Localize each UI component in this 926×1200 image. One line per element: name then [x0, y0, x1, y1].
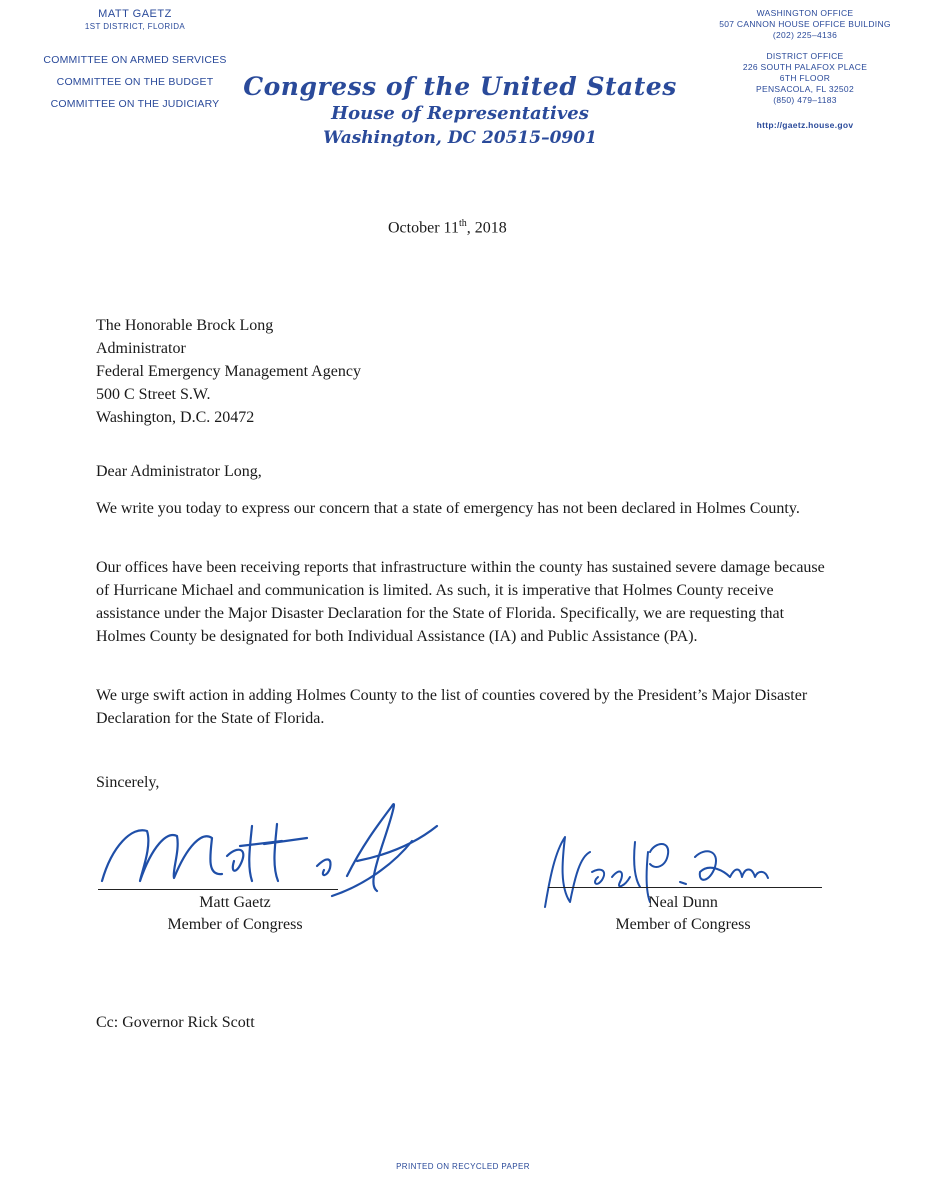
committee-item: COMMITTEE ON THE JUDICIARY: [50, 98, 220, 110]
city-zip: Washington, DC 20515–0901: [323, 128, 597, 148]
member-district: 1ST DISTRICT, FLORIDA: [84, 22, 186, 31]
congress-title: Congress of the United States: [243, 72, 677, 101]
signer-name: Matt Gaetz: [199, 894, 271, 911]
member-name: MATT GAETZ: [98, 8, 172, 20]
footer-recycled: PRINTED ON RECYCLED PAPER: [396, 1162, 530, 1171]
house-title: House of Representatives: [331, 103, 589, 124]
signature-line-gaetz: [98, 889, 338, 890]
committee-item: COMMITTEE ON ARMED SERVICES: [43, 54, 227, 66]
website-link[interactable]: http://gaetz.house.gov: [756, 120, 854, 130]
cc-line: Cc: Governor Rick Scott: [96, 1014, 255, 1031]
district-office-floor: 6TH FLOOR: [779, 73, 831, 83]
signer-name: Neal Dunn: [648, 894, 718, 911]
signer-block-dunn: [588, 892, 778, 936]
body-paragraph: We urge swift action in adding Holmes County to the list of counties covered by the President’s Major Disaster Declaration for the State of Florida.: [96, 687, 808, 727]
signer-title: Member of Congress: [167, 916, 303, 933]
letterhead-left: [20, 8, 250, 115]
signature-line-dunn: [548, 887, 822, 888]
committee-item: COMMITTEE ON THE BUDGET: [56, 76, 214, 88]
district-office-phone: (850) 479–1183: [773, 95, 837, 105]
recipient-address: [96, 314, 361, 429]
district-office-address: 226 SOUTH PALAFOX PLACE: [742, 62, 868, 72]
salutation: Dear Administrator Long,: [96, 463, 262, 480]
washington-office-label: WASHINGTON OFFICE: [756, 8, 854, 18]
district-office-label: DISTRICT OFFICE: [766, 51, 844, 61]
body-paragraph: We write you today to express our concern that a state of emergency has not been declared in Holmes County.: [96, 500, 800, 517]
letter-date: October 11th, 2018: [388, 218, 507, 237]
closing: Sincerely,: [96, 774, 160, 791]
washington-office-address: 507 CANNON HOUSE OFFICE BUILDING: [719, 19, 891, 29]
body-paragraph: Our offices have been receiving reports that infrastructure within the county has sustained severe damage because of Hurricane Michael and communication is limited. As such, it is imperative that Holmes County receive assistance under the Major Disaster Declaration for the State of Florida. Specifically, we are requesting that Holmes County be designated for both Individual Assistance (IA) and Public Assistance (PA).: [96, 559, 825, 645]
recipient-line: The Honorable Brock Long: [96, 317, 274, 334]
letterhead-center: [230, 72, 690, 148]
committee-list: [20, 49, 250, 115]
district-office-city: PENSACOLA, FL 32502: [756, 84, 854, 94]
recipient-line: 500 C Street S.W.: [96, 386, 211, 403]
signer-block-gaetz: [140, 892, 330, 936]
signer-title: Member of Congress: [615, 916, 751, 933]
recipient-line: Federal Emergency Management Agency: [96, 363, 361, 380]
letterhead-right: [700, 8, 910, 131]
recipient-line: Administrator: [96, 340, 186, 357]
recipient-line: Washington, D.C. 20472: [96, 409, 255, 426]
washington-office-phone: (202) 225–4136: [772, 30, 838, 40]
